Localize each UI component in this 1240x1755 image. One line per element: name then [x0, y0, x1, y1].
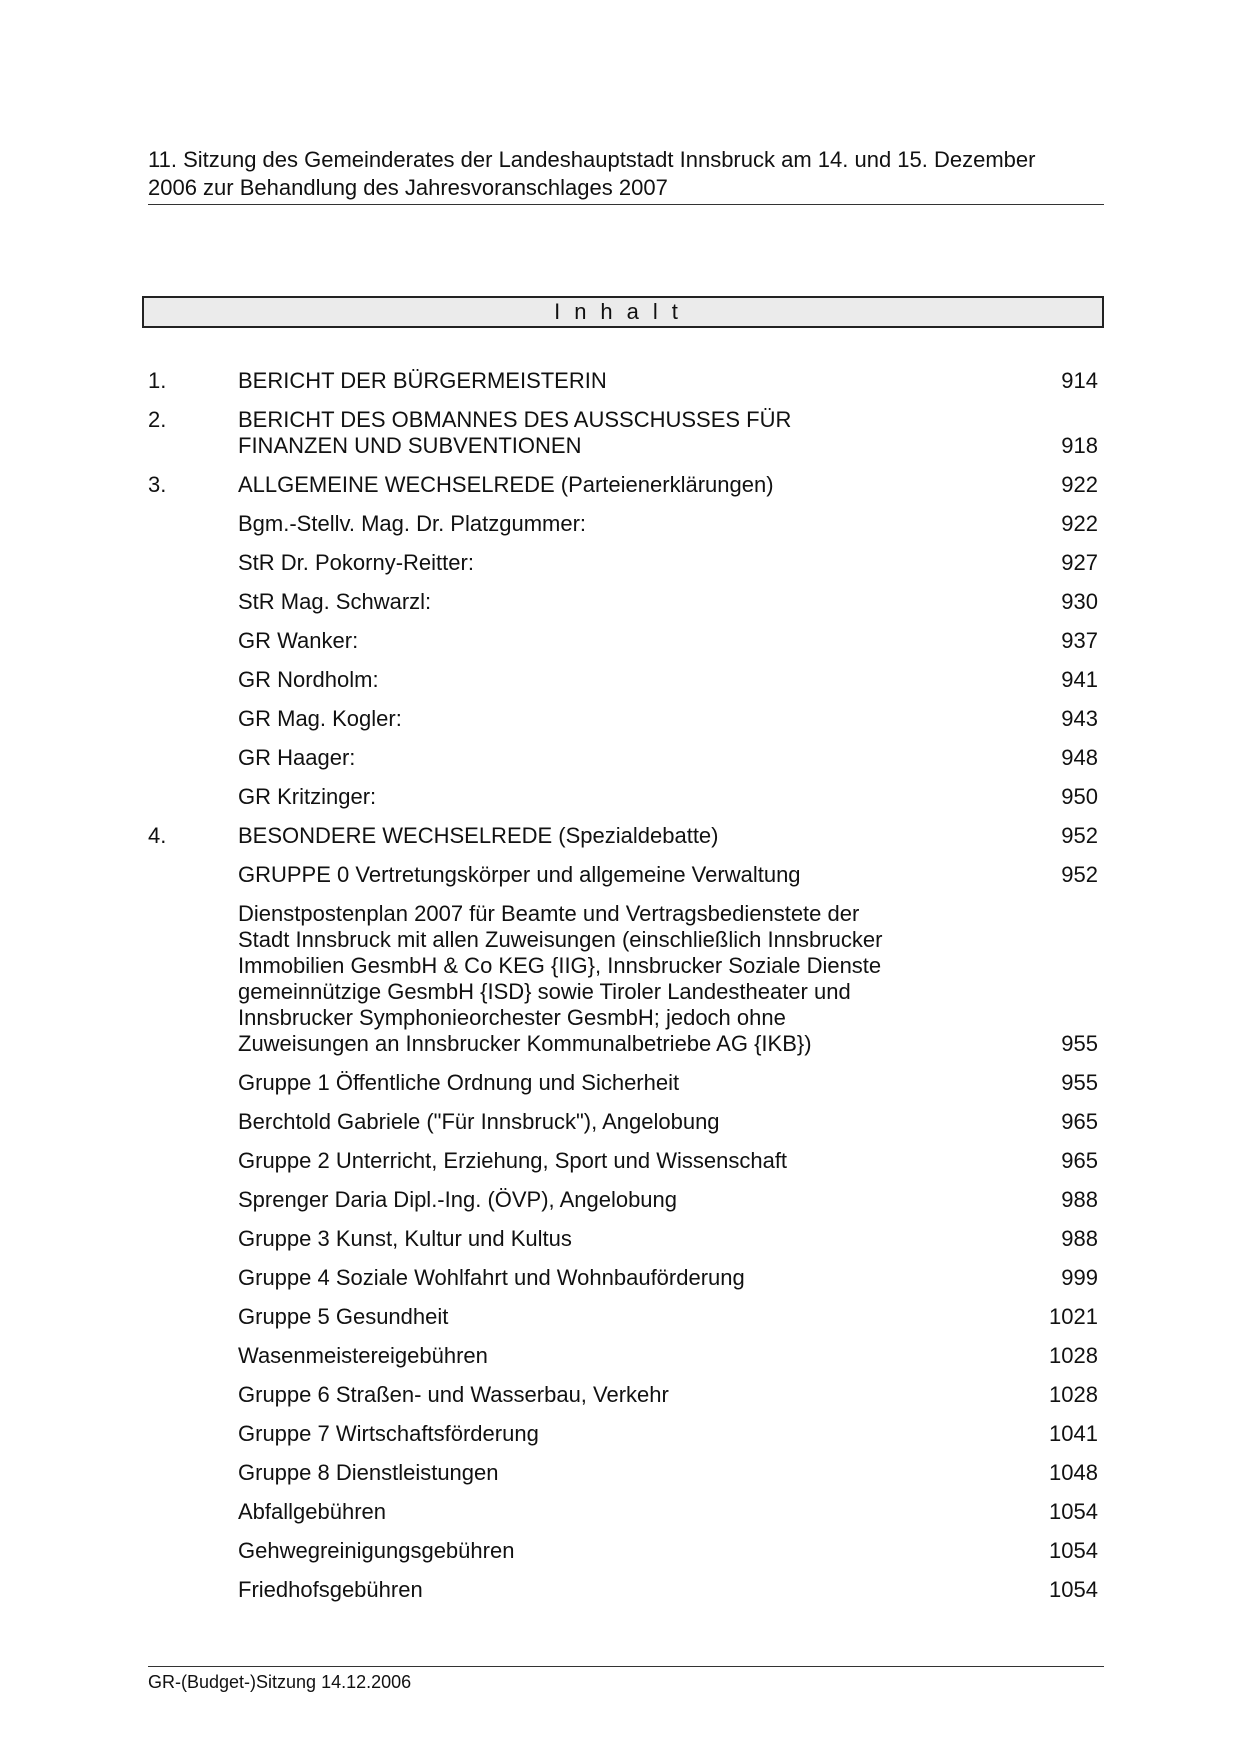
toc-entry-title-line: FINANZEN UND SUBVENTIONEN: [238, 433, 582, 458]
toc-entry-title: [238, 550, 1008, 576]
toc-entry: [148, 1109, 1098, 1135]
toc-entry-title: [238, 1382, 1008, 1408]
toc-entry-page: 965: [1061, 1109, 1098, 1134]
toc-entry: [148, 550, 1098, 576]
toc-entry-number: 2.: [148, 407, 167, 432]
toc-entry: [148, 1421, 1098, 1447]
toc-entry-title-line: GR Haager:: [238, 745, 356, 770]
toc-entry-page: 955: [1061, 1031, 1098, 1056]
toc-entry-page: 922: [1061, 511, 1098, 536]
toc-entry-title-line: Gehwegreinigungsgebühren: [238, 1538, 515, 1563]
toc-entry-number: 4.: [148, 823, 167, 848]
toc-entry: [148, 1499, 1098, 1525]
toc-entry-title: [238, 1499, 1008, 1525]
toc-entry-number: 3.: [148, 472, 167, 497]
toc-entry-title: [238, 667, 1008, 693]
toc-entry: [148, 368, 1098, 394]
toc-entry-title: [238, 628, 1008, 654]
toc-entry: [148, 667, 1098, 693]
toc-entry-title-line: Innsbrucker Symphonieorchester GesmbH; jedoch ohne: [238, 1005, 786, 1030]
footer-text: GR-(Budget-)Sitzung 14.12.2006: [148, 1672, 412, 1692]
toc-entry-title-line: StR Mag. Schwarzl:: [238, 589, 432, 614]
toc-entry-page: 948: [1061, 745, 1098, 770]
toc-entry-page: 952: [1061, 862, 1098, 887]
toc-entry-title-line: Gruppe 8 Dienstleistungen: [238, 1460, 499, 1485]
toc-entry-page: 1028: [1049, 1343, 1098, 1368]
toc-entry: [148, 407, 1098, 459]
toc-entry-page: 950: [1061, 784, 1098, 809]
toc-entry-title: [238, 1460, 1008, 1486]
toc-entry-title: [238, 589, 1008, 615]
toc-entry-page: 941: [1061, 667, 1098, 692]
toc-entry-page: 965: [1061, 1148, 1098, 1173]
toc-entry-title: [238, 1577, 1008, 1603]
toc-entry: [148, 901, 1098, 1057]
toc-entry: [148, 1265, 1098, 1291]
toc-entry-title: [238, 1187, 1008, 1213]
toc-entry-title: [238, 511, 1008, 537]
toc-entry-title-line: GR Wanker:: [238, 628, 359, 653]
toc-entry-title-line: GR Kritzinger:: [238, 784, 377, 809]
toc-entry: [148, 1148, 1098, 1174]
toc-entry-page: 918: [1061, 433, 1098, 458]
toc-entry-title: [238, 1226, 1008, 1252]
toc-entry-title-line: Sprenger Daria Dipl.-Ing. (ÖVP), Angelobung: [238, 1187, 678, 1212]
toc-entry-page: 1054: [1049, 1577, 1098, 1602]
toc-entry-title-line: Bgm.-Stellv. Mag. Dr. Platzgummer:: [238, 511, 587, 536]
toc-entry-title-line: Gruppe 7 Wirtschaftsförderung: [238, 1421, 539, 1446]
toc-entry-page: 952: [1061, 823, 1098, 848]
toc-entry: [148, 1226, 1098, 1252]
toc-entry: [148, 862, 1098, 888]
toc-entry-title-line: BESONDERE WECHSELREDE (Spezialdebatte): [238, 823, 719, 848]
toc-entry-title-line: Gruppe 4 Soziale Wohlfahrt und Wohnbauförderung: [238, 1265, 745, 1290]
toc-entry-page: 937: [1061, 628, 1098, 653]
header-line-2: 2006 zur Behandlung des Jahresvoranschlages 2007: [148, 175, 668, 200]
toc-entry-title: [238, 784, 1008, 810]
toc-entry-page: 1028: [1049, 1382, 1098, 1407]
toc-entry-title-line: GRUPPE 0 Vertretungskörper und allgemeine Verwaltung: [238, 862, 801, 887]
contents-title: Inhalt: [554, 299, 692, 324]
toc-entry-title: [238, 901, 1008, 1057]
toc-entry-title: [238, 1148, 1008, 1174]
toc-entry-title: [238, 1538, 1008, 1564]
toc-entry-title-line: StR Dr. Pokorny-Reitter:: [238, 550, 474, 575]
toc-entry-title-line: Gruppe 5 Gesundheit: [238, 1304, 449, 1329]
toc-entry-title-line: BERICHT DES OBMANNES DES AUSSCHUSSES FÜR: [238, 407, 792, 432]
page-footer: [148, 1666, 1104, 1693]
toc-entry: [148, 784, 1098, 810]
toc-entry: [148, 1382, 1098, 1408]
toc-entry-page: 1041: [1049, 1421, 1098, 1446]
contents-title-box: [142, 296, 1104, 328]
toc-entry-page: 1048: [1049, 1460, 1098, 1485]
toc-entry-title: [238, 368, 1008, 394]
toc-entry-page: 1054: [1049, 1499, 1098, 1524]
toc-entry-page: 914: [1061, 368, 1098, 393]
toc-entry: [148, 823, 1098, 849]
toc-entry-title: [238, 706, 1008, 732]
toc-entry-title-line: GR Mag. Kogler:: [238, 706, 402, 731]
toc-entry: [148, 745, 1098, 771]
toc-entry-title: [238, 1070, 1008, 1096]
toc-entry-title-line: gemeinnützige GesmbH {ISD} sowie Tiroler Landestheater und: [238, 979, 851, 1004]
toc-entry-title-line: Friedhofsgebühren: [238, 1577, 423, 1602]
toc-entry-page: 927: [1061, 550, 1098, 575]
toc-entry-title: [238, 1304, 1008, 1330]
toc-entry-title-line: GR Nordholm:: [238, 667, 379, 692]
toc-entry: [148, 1577, 1098, 1603]
toc-entry-title-line: Wasenmeistereigebühren: [238, 1343, 488, 1368]
toc-entry-page: 922: [1061, 472, 1098, 497]
toc-entry-title-line: Abfallgebühren: [238, 1499, 387, 1524]
header-line-1: 11. Sitzung des Gemeinderates der Landeshauptstadt Innsbruck am 14. und 15. Dezember: [148, 147, 1036, 172]
table-of-contents: [148, 368, 1098, 1616]
toc-entry-page: 1054: [1049, 1538, 1098, 1563]
toc-entry-page: 930: [1061, 589, 1098, 614]
toc-entry-title: [238, 1343, 1008, 1369]
toc-entry-title-line: Immobilien GesmbH & Co KEG {IIG}, Innsbrucker Soziale Dienste: [238, 953, 882, 978]
toc-entry-page: 955: [1061, 1070, 1098, 1095]
toc-entry-title-line: ALLGEMEINE WECHSELREDE (Parteienerklärungen): [238, 472, 774, 497]
toc-entry: [148, 1070, 1098, 1096]
toc-entry: [148, 1538, 1098, 1564]
toc-entry-title-line: Stadt Innsbruck mit allen Zuweisungen (einschließlich Innsbrucker: [238, 927, 883, 952]
toc-entry-title-line: BERICHT DER BÜRGERMEISTERIN: [238, 368, 607, 393]
toc-entry-title: [238, 862, 1008, 888]
toc-entry: [148, 472, 1098, 498]
toc-entry-title-line: Gruppe 2 Unterricht, Erziehung, Sport und Wissenschaft: [238, 1148, 788, 1173]
toc-entry-page: 1021: [1049, 1304, 1098, 1329]
toc-entry-title: [238, 1421, 1008, 1447]
toc-entry: [148, 1460, 1098, 1486]
toc-entry: [148, 628, 1098, 654]
toc-entry-page: 988: [1061, 1226, 1098, 1251]
toc-entry-title: [238, 472, 1008, 498]
page-header: [148, 146, 1104, 205]
toc-entry-title: [238, 1265, 1008, 1291]
toc-entry-title: [238, 407, 1008, 459]
toc-entry: [148, 589, 1098, 615]
toc-entry: [148, 511, 1098, 537]
toc-entry: [148, 706, 1098, 732]
toc-entry-title-line: Dienstpostenplan 2007 für Beamte und Vertragsbedienstete der: [238, 901, 860, 926]
toc-entry: [148, 1343, 1098, 1369]
toc-entry-title-line: Gruppe 3 Kunst, Kultur und Kultus: [238, 1226, 572, 1251]
toc-entry-page: 943: [1061, 706, 1098, 731]
toc-entry-page: 988: [1061, 1187, 1098, 1212]
toc-entry-title-line: Gruppe 6 Straßen- und Wasserbau, Verkehr: [238, 1382, 669, 1407]
toc-entry-title-line: Zuweisungen an Innsbrucker Kommunalbetriebe AG {IKB}): [238, 1031, 812, 1056]
toc-entry-title: [238, 745, 1008, 771]
toc-entry-title: [238, 823, 1008, 849]
toc-entry-page: 999: [1061, 1265, 1098, 1290]
toc-entry-number: 1.: [148, 368, 167, 393]
toc-entry-title: [238, 1109, 1008, 1135]
toc-entry-title-line: Gruppe 1 Öffentliche Ordnung und Sicherheit: [238, 1070, 680, 1095]
toc-entry-title-line: Berchtold Gabriele ("Für Innsbruck"), Angelobung: [238, 1109, 720, 1134]
toc-entry: [148, 1187, 1098, 1213]
toc-entry: [148, 1304, 1098, 1330]
